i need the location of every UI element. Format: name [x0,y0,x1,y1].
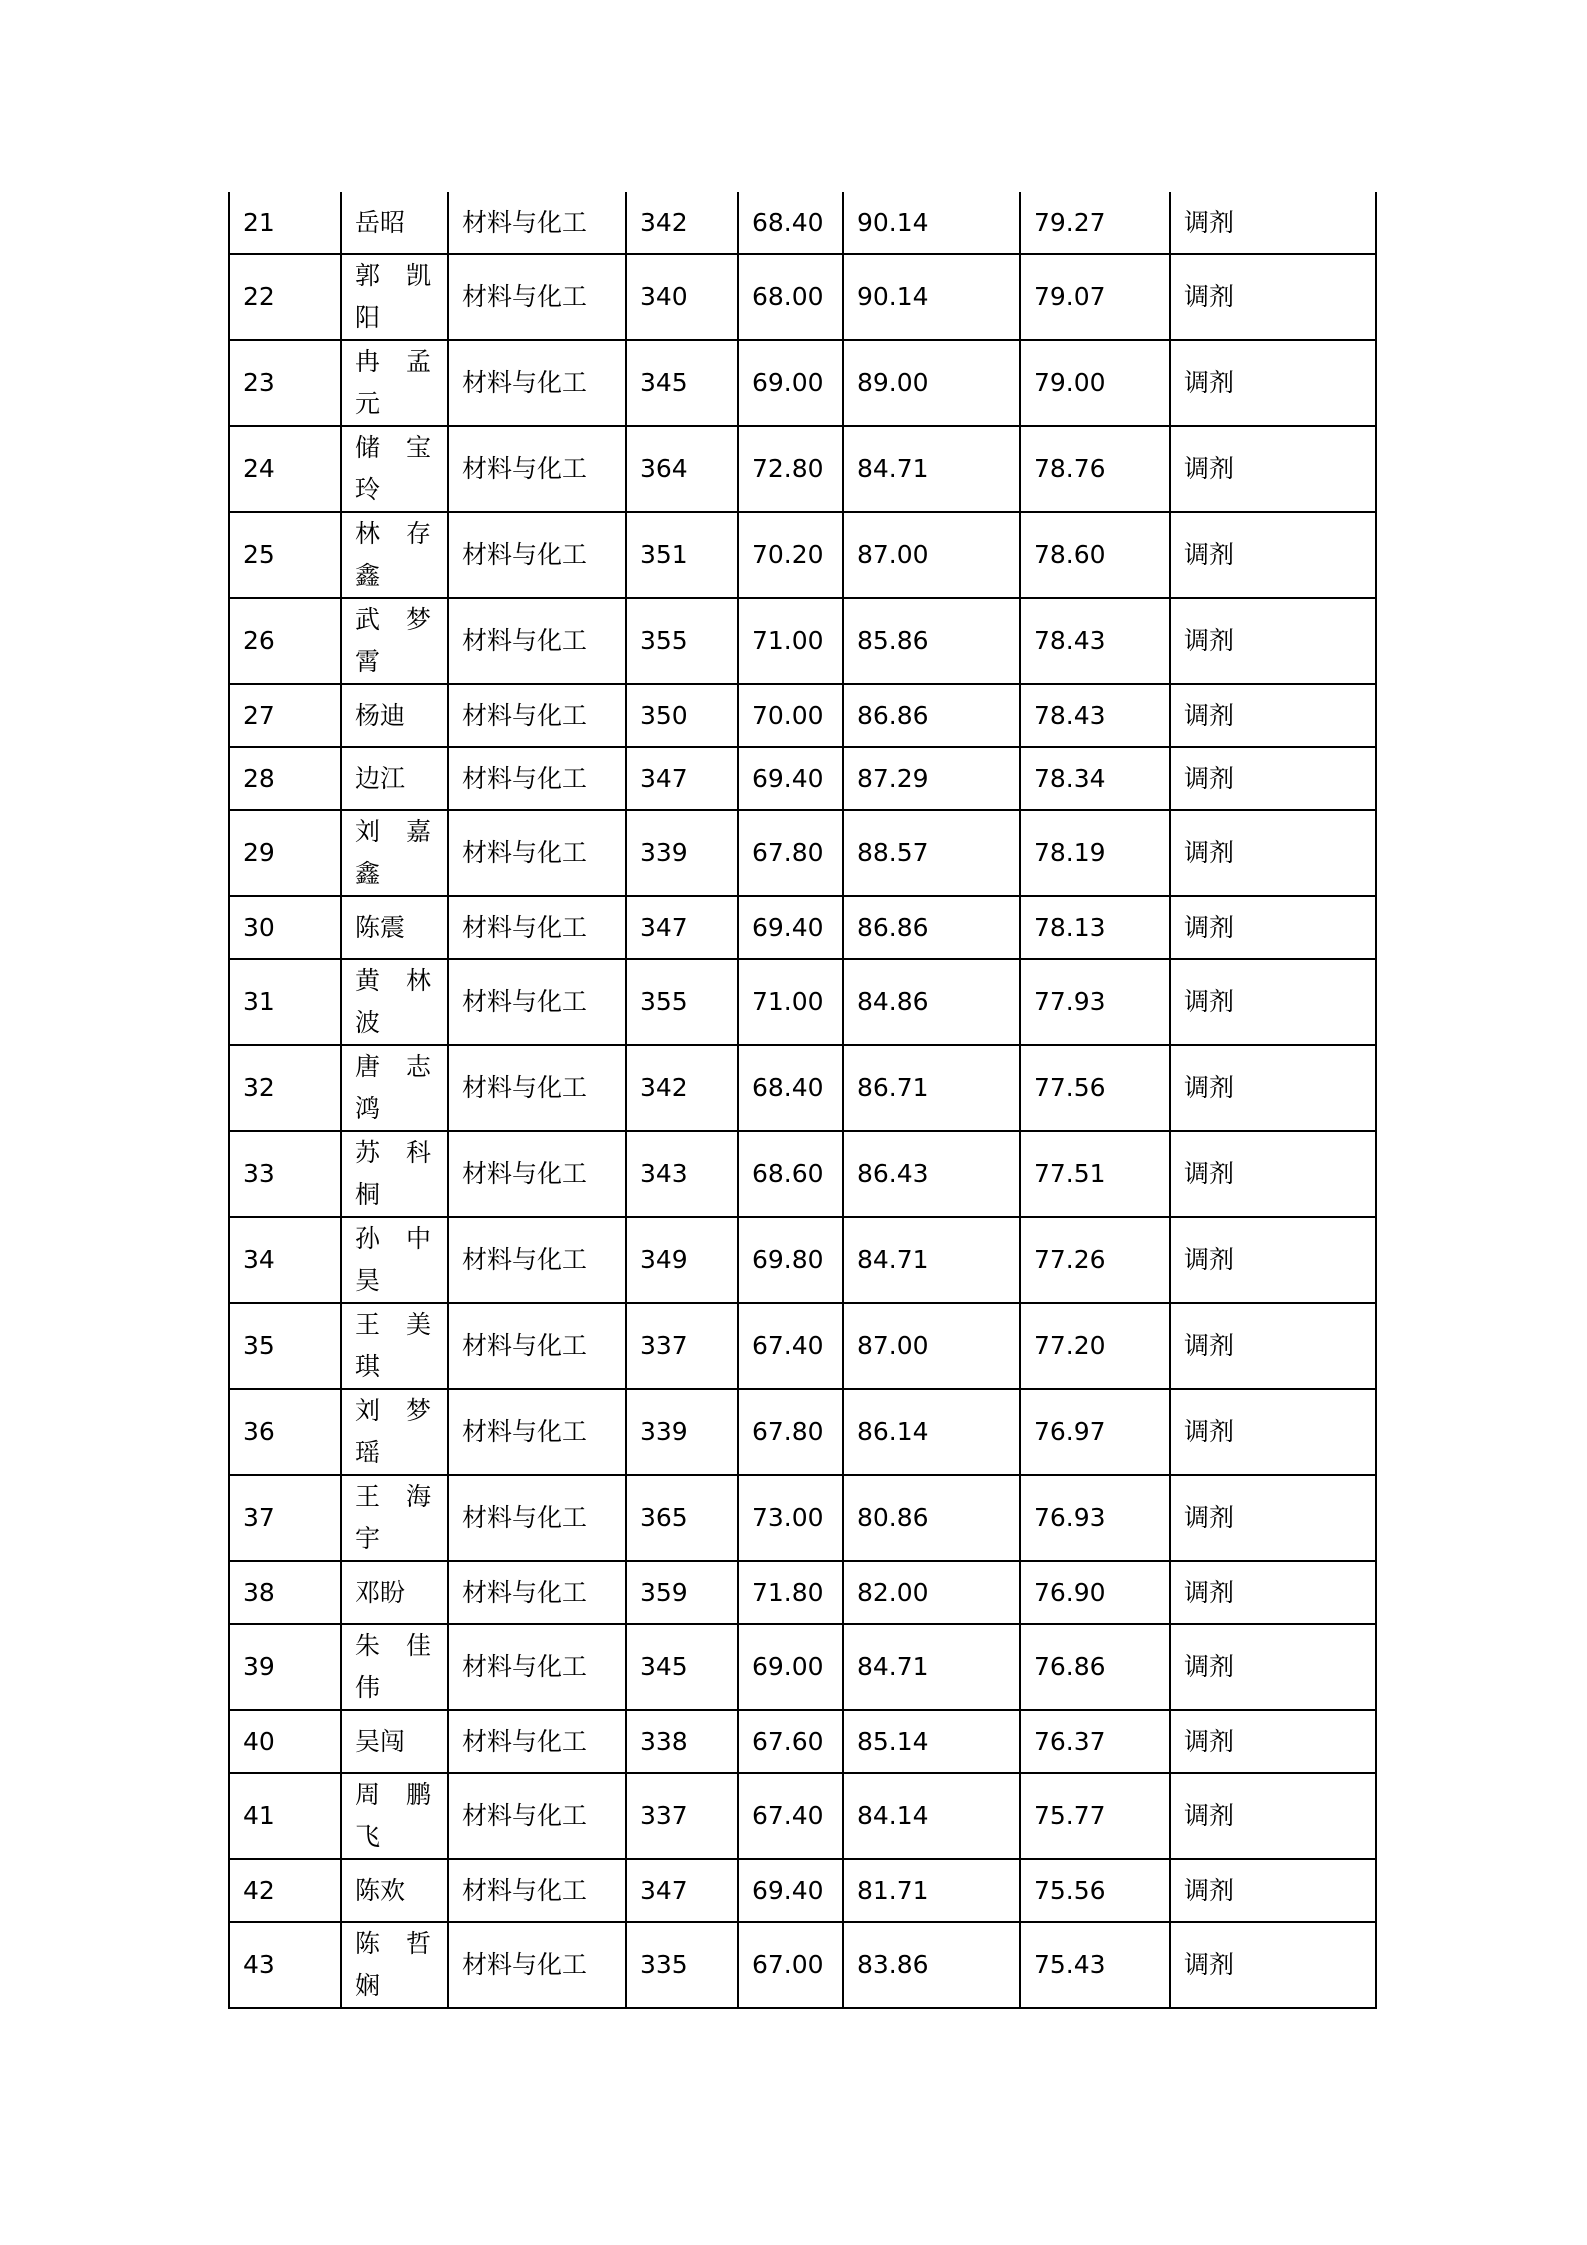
cell-name [341,1773,448,1859]
cell-weighted-score: 67.80 [738,810,843,896]
cell-total-score: 75.43 [1020,1922,1170,2008]
cell-total-score: 78.43 [1020,684,1170,747]
cell-no: 40 [229,1710,341,1773]
cell-status: 调剂 [1170,896,1376,959]
cell-weighted-score: 68.00 [738,254,843,340]
table-row [229,1773,1376,1859]
cell-score: 347 [626,1859,738,1922]
cell-major: 材料与化工 [448,747,626,810]
cell-interview-score: 86.43 [843,1131,1020,1217]
cell-interview-score: 90.14 [843,254,1020,340]
cell-major: 材料与化工 [448,1303,626,1389]
cell-name [341,1303,448,1389]
cell-score: 364 [626,426,738,512]
student-name: 郭凯阳 [355,261,435,332]
cell-interview-score: 87.00 [843,1303,1020,1389]
cell-status: 调剂 [1170,1217,1376,1303]
student-name: 刘梦瑶 [355,1396,435,1467]
cell-total-score: 78.34 [1020,747,1170,810]
student-name: 朱佳伟 [355,1631,435,1702]
cell-name [341,1859,448,1922]
table-row [229,747,1376,810]
cell-weighted-score: 68.40 [738,192,843,254]
cell-status: 调剂 [1170,512,1376,598]
cell-name [341,192,448,254]
cell-major: 材料与化工 [448,512,626,598]
cell-no: 25 [229,512,341,598]
cell-total-score: 77.51 [1020,1131,1170,1217]
cell-no: 34 [229,1217,341,1303]
cell-no: 32 [229,1045,341,1131]
cell-major: 材料与化工 [448,598,626,684]
cell-interview-score: 88.57 [843,810,1020,896]
cell-total-score: 79.07 [1020,254,1170,340]
cell-interview-score: 85.86 [843,598,1020,684]
cell-name [341,1475,448,1561]
cell-interview-score: 86.71 [843,1045,1020,1131]
cell-name [341,254,448,340]
cell-no: 27 [229,684,341,747]
cell-name [341,684,448,747]
cell-weighted-score: 68.40 [738,1045,843,1131]
cell-score: 345 [626,1624,738,1710]
cell-score: 342 [626,192,738,254]
cell-status: 调剂 [1170,426,1376,512]
cell-major: 材料与化工 [448,1217,626,1303]
cell-no: 33 [229,1131,341,1217]
cell-weighted-score: 71.80 [738,1561,843,1624]
cell-interview-score: 81.71 [843,1859,1020,1922]
cell-major: 材料与化工 [448,1859,626,1922]
cell-weighted-score: 73.00 [738,1475,843,1561]
cell-score: 339 [626,810,738,896]
student-name: 杨迪 [355,700,406,730]
cell-no: 35 [229,1303,341,1389]
cell-total-score: 77.56 [1020,1045,1170,1131]
cell-name [341,1624,448,1710]
cell-total-score: 78.43 [1020,598,1170,684]
cell-name [341,426,448,512]
cell-major: 材料与化工 [448,340,626,426]
cell-interview-score: 82.00 [843,1561,1020,1624]
cell-score: 365 [626,1475,738,1561]
cell-name [341,1710,448,1773]
cell-total-score: 77.93 [1020,959,1170,1045]
cell-no: 22 [229,254,341,340]
cell-weighted-score: 67.80 [738,1389,843,1475]
student-name: 岳昭 [355,207,406,237]
cell-no: 23 [229,340,341,426]
cell-score: 349 [626,1217,738,1303]
cell-status: 调剂 [1170,254,1376,340]
cell-no: 41 [229,1773,341,1859]
cell-weighted-score: 69.40 [738,747,843,810]
table-row [229,1624,1376,1710]
cell-interview-score: 84.86 [843,959,1020,1045]
cell-no: 39 [229,1624,341,1710]
student-name: 苏科桐 [355,1138,435,1209]
student-name: 陈震 [355,912,406,942]
cell-total-score: 77.20 [1020,1303,1170,1389]
table-row [229,1217,1376,1303]
student-name: 陈哲娴 [355,1929,435,2000]
cell-name [341,959,448,1045]
cell-major: 材料与化工 [448,426,626,512]
table-row [229,340,1376,426]
cell-score: 335 [626,1922,738,2008]
student-name: 武梦霄 [355,605,435,676]
cell-interview-score: 87.00 [843,512,1020,598]
cell-weighted-score: 69.00 [738,1624,843,1710]
cell-major: 材料与化工 [448,192,626,254]
cell-name [341,1045,448,1131]
cell-major: 材料与化工 [448,1624,626,1710]
student-name: 孙中昊 [355,1224,435,1295]
table-row [229,598,1376,684]
cell-name [341,896,448,959]
cell-score: 342 [626,1045,738,1131]
cell-no: 43 [229,1922,341,2008]
cell-weighted-score: 71.00 [738,598,843,684]
cell-interview-score: 80.86 [843,1475,1020,1561]
cell-major: 材料与化工 [448,1389,626,1475]
cell-total-score: 76.86 [1020,1624,1170,1710]
cell-major: 材料与化工 [448,684,626,747]
cell-status: 调剂 [1170,1922,1376,2008]
cell-status: 调剂 [1170,1773,1376,1859]
cell-total-score: 75.77 [1020,1773,1170,1859]
cell-no: 37 [229,1475,341,1561]
cell-weighted-score: 71.00 [738,959,843,1045]
table-row [229,1561,1376,1624]
cell-interview-score: 89.00 [843,340,1020,426]
cell-major: 材料与化工 [448,1773,626,1859]
table-body [229,192,1376,2008]
cell-weighted-score: 70.20 [738,512,843,598]
cell-score: 343 [626,1131,738,1217]
cell-weighted-score: 70.00 [738,684,843,747]
cell-score: 347 [626,747,738,810]
cell-score: 355 [626,598,738,684]
cell-status: 调剂 [1170,1131,1376,1217]
cell-interview-score: 84.14 [843,1773,1020,1859]
cell-interview-score: 84.71 [843,1217,1020,1303]
student-name: 黄林波 [355,966,435,1037]
cell-total-score: 75.56 [1020,1859,1170,1922]
student-name: 储宝玲 [355,433,435,504]
cell-no: 31 [229,959,341,1045]
cell-score: 345 [626,340,738,426]
table-row [229,1859,1376,1922]
cell-status: 调剂 [1170,1045,1376,1131]
cell-score: 359 [626,1561,738,1624]
cell-status: 调剂 [1170,747,1376,810]
table-row [229,1131,1376,1217]
student-name: 唐志鸿 [355,1052,435,1123]
cell-score: 337 [626,1773,738,1859]
cell-total-score: 76.97 [1020,1389,1170,1475]
cell-score: 338 [626,1710,738,1773]
cell-weighted-score: 67.40 [738,1773,843,1859]
cell-total-score: 76.90 [1020,1561,1170,1624]
cell-name [341,747,448,810]
student-name: 吴闯 [355,1726,406,1756]
cell-status: 调剂 [1170,340,1376,426]
cell-name [341,1217,448,1303]
cell-score: 340 [626,254,738,340]
cell-total-score: 76.93 [1020,1475,1170,1561]
cell-status: 调剂 [1170,192,1376,254]
cell-interview-score: 85.14 [843,1710,1020,1773]
cell-no: 24 [229,426,341,512]
cell-total-score: 78.19 [1020,810,1170,896]
table-row [229,1303,1376,1389]
cell-total-score: 78.76 [1020,426,1170,512]
cell-major: 材料与化工 [448,1131,626,1217]
cell-major: 材料与化工 [448,896,626,959]
cell-score: 351 [626,512,738,598]
table-row [229,254,1376,340]
cell-status: 调剂 [1170,1303,1376,1389]
cell-total-score: 79.00 [1020,340,1170,426]
cell-interview-score: 86.86 [843,896,1020,959]
student-name: 王海宇 [355,1482,435,1553]
cell-interview-score: 83.86 [843,1922,1020,2008]
cell-interview-score: 86.14 [843,1389,1020,1475]
table-row [229,810,1376,896]
cell-weighted-score: 67.00 [738,1922,843,2008]
table-row [229,512,1376,598]
cell-weighted-score: 67.60 [738,1710,843,1773]
table-row [229,426,1376,512]
cell-status: 调剂 [1170,1389,1376,1475]
cell-major: 材料与化工 [448,254,626,340]
cell-interview-score: 84.71 [843,426,1020,512]
cell-interview-score: 84.71 [843,1624,1020,1710]
cell-major: 材料与化工 [448,1922,626,2008]
table-row [229,1710,1376,1773]
cell-status: 调剂 [1170,684,1376,747]
student-name: 冉孟元 [355,347,435,418]
cell-status: 调剂 [1170,959,1376,1045]
table-row [229,1475,1376,1561]
cell-name [341,598,448,684]
cell-weighted-score: 69.00 [738,340,843,426]
cell-name [341,1922,448,2008]
cell-name [341,1561,448,1624]
student-name: 陈欢 [355,1875,406,1905]
cell-status: 调剂 [1170,1859,1376,1922]
cell-weighted-score: 69.40 [738,1859,843,1922]
cell-no: 29 [229,810,341,896]
cell-no: 28 [229,747,341,810]
cell-name [341,512,448,598]
cell-name [341,810,448,896]
cell-interview-score: 86.86 [843,684,1020,747]
cell-status: 调剂 [1170,1624,1376,1710]
cell-score: 355 [626,959,738,1045]
cell-interview-score: 87.29 [843,747,1020,810]
cell-score: 339 [626,1389,738,1475]
table-row [229,959,1376,1045]
cell-name [341,1131,448,1217]
cell-no: 21 [229,192,341,254]
cell-weighted-score: 67.40 [738,1303,843,1389]
student-name: 边江 [355,763,406,793]
cell-name [341,340,448,426]
cell-weighted-score: 72.80 [738,426,843,512]
student-name: 邓盼 [355,1577,406,1607]
cell-total-score: 77.26 [1020,1217,1170,1303]
cell-score: 347 [626,896,738,959]
cell-score: 350 [626,684,738,747]
cell-weighted-score: 69.40 [738,896,843,959]
cell-no: 36 [229,1389,341,1475]
cell-interview-score: 90.14 [843,192,1020,254]
cell-no: 26 [229,598,341,684]
cell-weighted-score: 69.80 [738,1217,843,1303]
cell-major: 材料与化工 [448,1561,626,1624]
cell-status: 调剂 [1170,598,1376,684]
cell-total-score: 78.13 [1020,896,1170,959]
table-row [229,1389,1376,1475]
table-row [229,1922,1376,2008]
student-name: 周鹏飞 [355,1780,435,1851]
cell-status: 调剂 [1170,810,1376,896]
cell-major: 材料与化工 [448,959,626,1045]
student-name: 王美琪 [355,1310,435,1381]
cell-total-score: 79.27 [1020,192,1170,254]
score-table [228,192,1377,2009]
student-name: 刘嘉鑫 [355,817,435,888]
student-name: 林存鑫 [355,519,435,590]
cell-no: 38 [229,1561,341,1624]
table-row [229,896,1376,959]
table-row [229,684,1376,747]
cell-major: 材料与化工 [448,1475,626,1561]
table-row [229,192,1376,254]
cell-major: 材料与化工 [448,810,626,896]
cell-no: 42 [229,1859,341,1922]
cell-weighted-score: 68.60 [738,1131,843,1217]
cell-score: 337 [626,1303,738,1389]
cell-major: 材料与化工 [448,1045,626,1131]
cell-total-score: 76.37 [1020,1710,1170,1773]
cell-status: 调剂 [1170,1710,1376,1773]
cell-status: 调剂 [1170,1475,1376,1561]
cell-major: 材料与化工 [448,1710,626,1773]
cell-name [341,1389,448,1475]
cell-status: 调剂 [1170,1561,1376,1624]
cell-total-score: 78.60 [1020,512,1170,598]
cell-no: 30 [229,896,341,959]
table-row [229,1045,1376,1131]
